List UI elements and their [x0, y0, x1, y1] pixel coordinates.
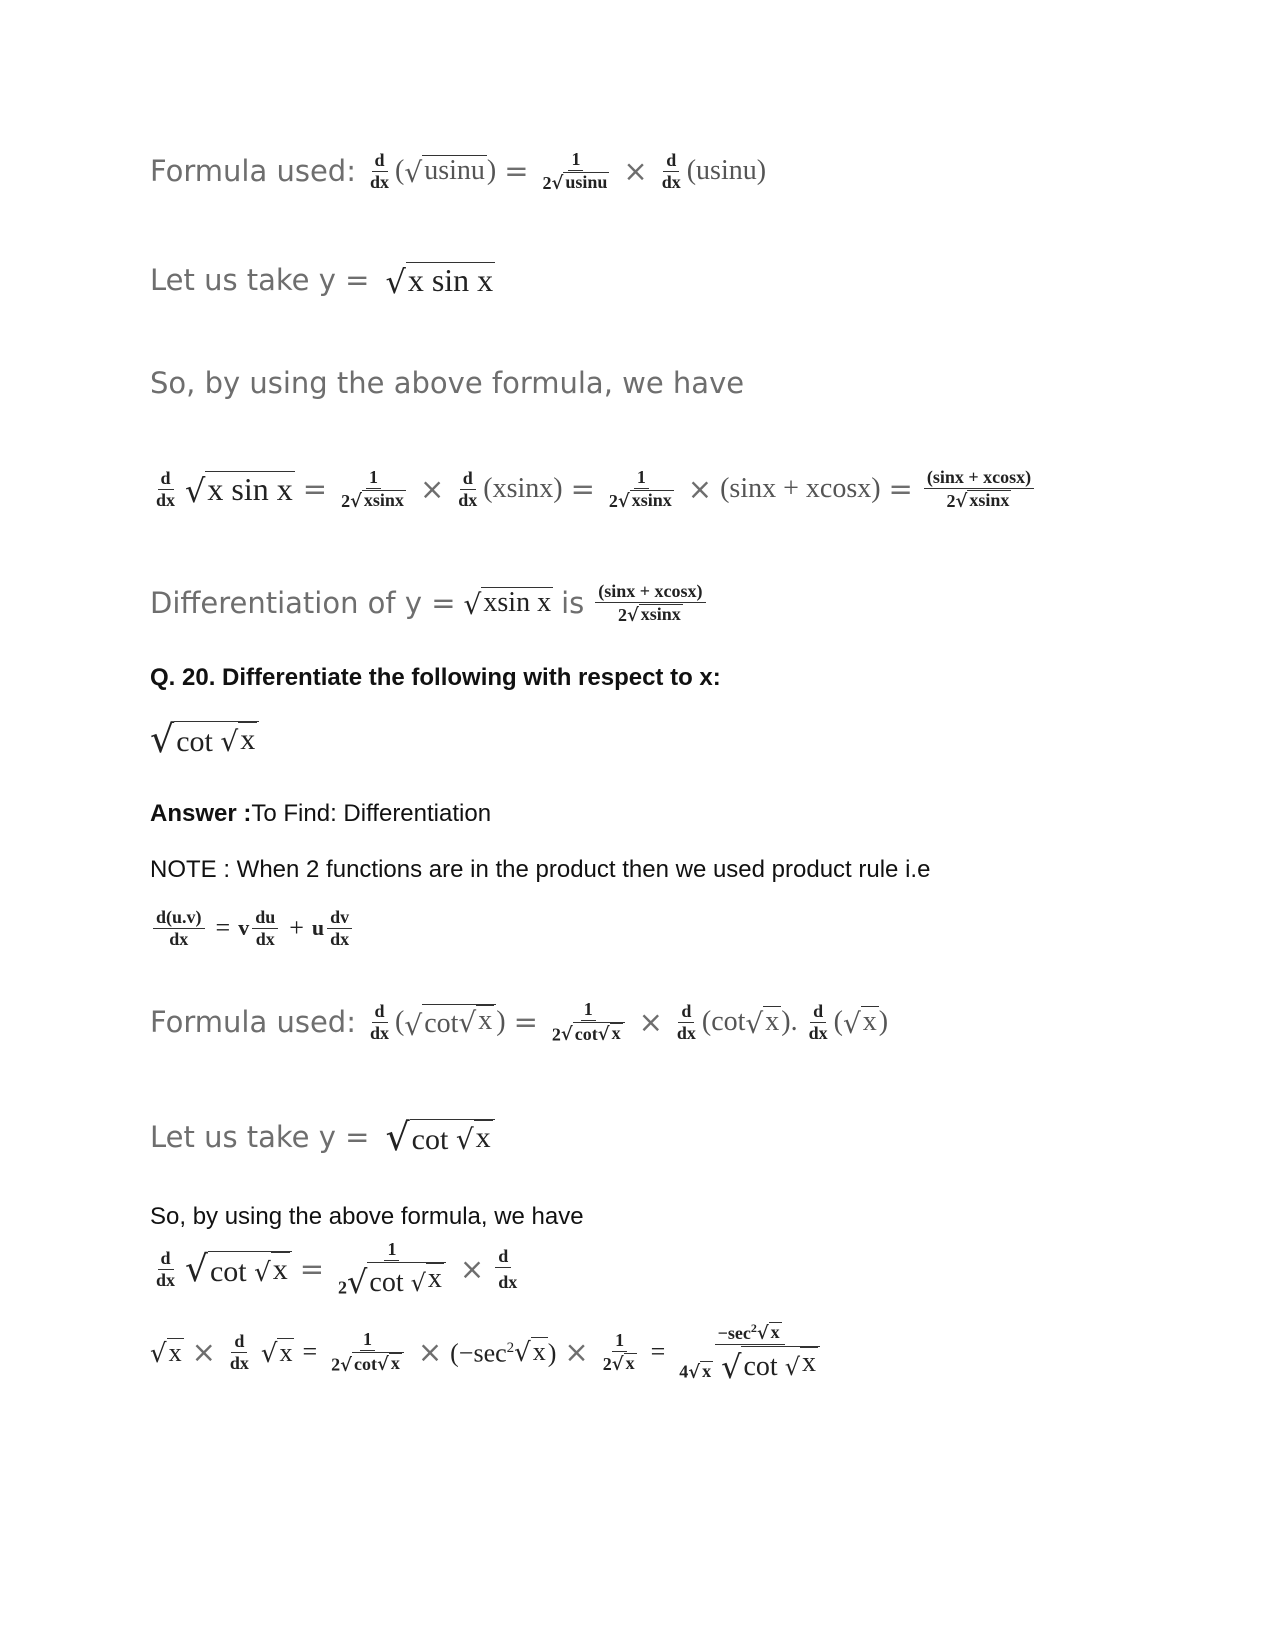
answer-label: Answer :: [150, 800, 252, 827]
differentiation-result-1: Differentiation of y = √ xsin x is (sinx + xcosx) 2 √ xsinx: [150, 582, 709, 625]
so-by-using-2: So, by using the above formula, we have: [150, 1203, 584, 1230]
equation-2: $\frac{d}{dx}$ √ cot √ x = 1 2 √ cot √ x × $\frac{d}{dx}$: [156, 1239, 518, 1302]
formula-label: Formula used:: [150, 154, 356, 189]
so-by-using-1: So, by using the above formula, we have: [150, 366, 745, 400]
question-title: Q. 20. Differentiate the following with respect to x:: [150, 664, 721, 691]
formula-used-1: Formula used: $\frac{d}{dx}$ ( √ usinu ) = 1 2 √ usinu × $\frac{d}{dx}$ (usinu): [150, 149, 767, 194]
equation-3: √ x × $\frac{d}{dx}$ √ x = 1 2 √ cot √ x × ($-\sec^2$ √ x ) × 1 2 √ x = $-\sec^2$ √ x 4 √ x √ cot √ x: [150, 1322, 826, 1383]
fraction-one-over-root: 1 2 √ usinu: [542, 149, 608, 194]
let-us-take-2: Let us take y = √ cot √ x: [150, 1118, 495, 1156]
equation-1: $\frac{d}{dx}$ √ x sin x = 1 2 √ xsinx × $\frac{d}{dx}$ (xsinx) = 1 2 √ xsinx × (sinx + xcosx) = (sinx + xcosx) 2 √ xsinx: [150, 468, 1037, 511]
question-expression: √ cot √ x: [150, 720, 259, 758]
answer-line: Answer : To Find: Differentiation: [150, 800, 492, 827]
let-us-take-1: Let us take y = √ x sin x: [150, 262, 494, 302]
sqrt-xsinx: √ x sin x: [385, 262, 494, 302]
sqrt-usinu: √ usinu: [404, 155, 485, 190]
note-line: NOTE : When 2 functions are in the product then we used product rule i.e: [150, 856, 931, 883]
formula-used-2: Formula used: $\frac{d}{dx}$ ( √ cot √ x ) = 1 2 √ cot √ x × $\frac{d}{dx}$ (cot √ x ). $\frac{d}{dx}$ ( √ x ): [150, 999, 889, 1046]
product-rule: $\frac{d(u.v)}{dx}$ = v $\frac{du}{dx}$ + u $\frac{dv}{dx}$: [150, 908, 355, 949]
derivative-operator: $\frac{d}{dx}$: [370, 149, 390, 192]
